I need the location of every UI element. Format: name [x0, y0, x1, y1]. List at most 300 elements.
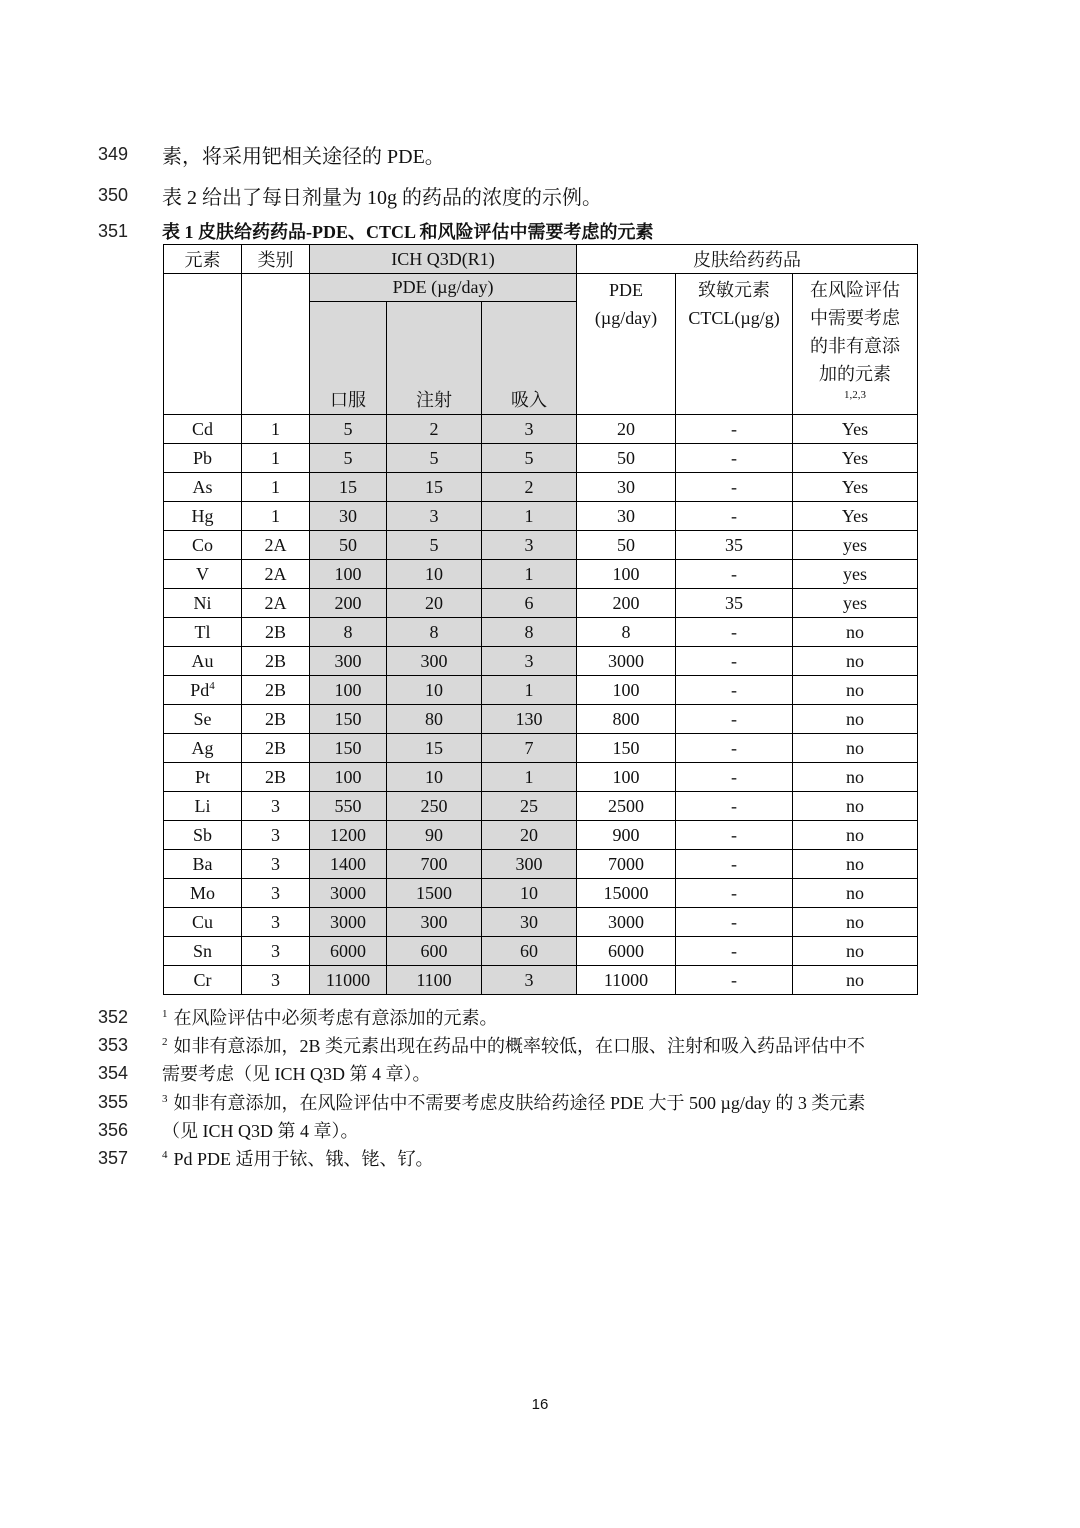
cell-injection-value: 20	[425, 592, 443, 613]
body-text: 表 2 给出了每日剂量为 10g 的药品的浓度的示例。	[162, 187, 602, 209]
footnote-line-353	[0, 1032, 1080, 1062]
cell-injection	[387, 792, 482, 821]
cell-element-value: Sn	[192, 940, 212, 961]
cell-injection	[387, 705, 482, 734]
footnote-line-355	[0, 1089, 1080, 1119]
footnote-line-357	[0, 1145, 1080, 1175]
cell-class	[242, 502, 310, 531]
cell-injection	[387, 415, 482, 444]
cell-injection	[387, 676, 482, 705]
cell-ctcl	[676, 647, 793, 676]
table-row	[164, 415, 918, 444]
body-text: 素，将采用钯相关途径的 PDE。	[162, 146, 445, 168]
cell-oral-value: 5	[343, 447, 353, 468]
cell-injection-value: 10	[425, 766, 443, 787]
cell-risk-value: yes	[843, 592, 868, 613]
cell-element	[164, 937, 242, 966]
cell-dermal-pde	[577, 502, 676, 531]
line-number: 351	[98, 221, 129, 241]
cell-inhalation	[482, 415, 577, 444]
cell-risk	[793, 734, 918, 763]
cell-oral	[310, 734, 387, 763]
cell-element	[164, 473, 242, 502]
element-pde-table	[163, 244, 918, 995]
cell-injection	[387, 647, 482, 676]
cell-ctcl	[676, 763, 793, 792]
cell-dermal-pde	[577, 821, 676, 850]
cell-dermal-pde-value: 30	[617, 505, 636, 526]
cell-dermal-pde-value: 200	[612, 592, 640, 613]
cell-inhalation	[482, 531, 577, 560]
cell-injection	[387, 908, 482, 937]
cell-class-value: 1	[271, 505, 280, 526]
table-row	[164, 705, 918, 734]
cell-element	[164, 589, 242, 618]
cell-oral	[310, 415, 387, 444]
cell-ctcl-value: 35	[725, 534, 744, 555]
cell-injection	[387, 966, 482, 995]
table-row	[164, 734, 918, 763]
line-number: 356	[98, 1120, 129, 1140]
cell-risk-value: yes	[843, 534, 868, 555]
cell-element	[164, 908, 242, 937]
cell-class-value: 2A	[264, 534, 287, 555]
cell-oral	[310, 937, 387, 966]
cell-ctcl-value: -	[731, 882, 738, 903]
cell-inhalation-value: 3	[524, 650, 534, 671]
cell-element	[164, 415, 242, 444]
cell-oral-value: 11000	[325, 969, 371, 990]
cell-class-value: 2B	[264, 679, 286, 700]
cell-inhalation-value: 1	[524, 505, 534, 526]
cell-oral-value: 150	[334, 708, 362, 729]
cell-injection-value: 5	[429, 447, 439, 468]
cell-ctcl	[676, 879, 793, 908]
cell-inhalation	[482, 560, 577, 589]
cell-risk	[793, 763, 918, 792]
cell-element	[164, 618, 242, 647]
cell-dermal-pde-value: 20	[617, 418, 636, 439]
cell-ctcl	[676, 502, 793, 531]
cell-risk-value: no	[846, 795, 865, 816]
header-risk-line4: 加的元素	[819, 364, 892, 384]
cell-class	[242, 908, 310, 937]
footnote-1	[162, 1004, 498, 1030]
header-risk-assessment	[793, 274, 918, 415]
cell-oral	[310, 676, 387, 705]
header-dermal-pde-line2: (µg/day)	[594, 308, 658, 328]
cell-oral	[310, 473, 387, 502]
cell-inhalation	[482, 676, 577, 705]
cell-ctcl-value: -	[731, 940, 738, 961]
cell-inhalation-value: 300	[515, 853, 543, 874]
cell-inhalation-value: 7	[524, 737, 534, 758]
cell-inhalation-value: 60	[520, 940, 538, 961]
cell-class	[242, 734, 310, 763]
cell-dermal-pde	[577, 531, 676, 560]
cell-class	[242, 879, 310, 908]
cell-element	[164, 792, 242, 821]
cell-class-value: 2B	[264, 766, 286, 787]
header-pde-unit: PDE (µg/day)	[310, 274, 577, 302]
cell-element-value: Cr	[193, 969, 212, 990]
cell-inhalation	[482, 763, 577, 792]
cell-oral-value: 3000	[330, 911, 366, 932]
cell-ctcl-value: -	[731, 621, 738, 642]
cell-inhalation	[482, 821, 577, 850]
cell-class	[242, 444, 310, 473]
cell-class	[242, 763, 310, 792]
cell-risk	[793, 531, 918, 560]
cell-ctcl-value: -	[731, 795, 738, 816]
cell-injection	[387, 879, 482, 908]
cell-inhalation	[482, 705, 577, 734]
cell-inhalation-value: 1	[524, 766, 534, 787]
cell-risk	[793, 589, 918, 618]
cell-class	[242, 647, 310, 676]
cell-dermal-pde	[577, 647, 676, 676]
cell-oral-value: 100	[334, 679, 362, 700]
table-row	[164, 821, 918, 850]
cell-risk	[793, 415, 918, 444]
cell-ctcl	[676, 850, 793, 879]
cell-element	[164, 966, 242, 995]
footnote-line-352	[0, 1004, 1080, 1034]
cell-element-value: Sb	[192, 824, 212, 845]
cell-element-value: Li	[194, 795, 211, 816]
cell-ctcl-value: -	[731, 708, 738, 729]
cell-risk-value: no	[846, 708, 865, 729]
cell-inhalation	[482, 618, 577, 647]
cell-class-value: 3	[271, 795, 280, 816]
cell-injection-value: 15	[425, 476, 443, 497]
cell-dermal-pde-value: 100	[612, 563, 640, 584]
cell-element	[164, 444, 242, 473]
cell-injection-value: 250	[420, 795, 448, 816]
cell-risk	[793, 560, 918, 589]
table-row	[164, 589, 918, 618]
table-row	[164, 444, 918, 473]
table-row	[164, 676, 918, 705]
cell-risk-value: no	[846, 911, 865, 932]
cell-injection-value: 2	[429, 418, 439, 439]
cell-inhalation-value: 6	[524, 592, 534, 613]
cell-oral	[310, 531, 387, 560]
header-injection: 注射	[387, 302, 482, 415]
cell-element	[164, 502, 242, 531]
footnote-mark: 4	[162, 1149, 168, 1161]
header-dermal-pde-line1: PDE	[609, 280, 644, 300]
cell-risk-value: no	[846, 969, 865, 990]
cell-ctcl	[676, 821, 793, 850]
cell-injection-value: 700	[420, 853, 448, 874]
cell-risk-value: Yes	[841, 418, 869, 439]
cell-risk	[793, 850, 918, 879]
cell-dermal-pde-value: 7000	[608, 853, 645, 874]
cell-injection-value: 10	[425, 679, 443, 700]
header-oral: 口服	[310, 302, 387, 415]
cell-element	[164, 734, 242, 763]
cell-inhalation	[482, 966, 577, 995]
table-row	[164, 908, 918, 937]
cell-dermal-pde	[577, 879, 676, 908]
cell-inhalation-value: 3	[524, 534, 534, 555]
cell-class-value: 3	[271, 911, 280, 932]
cell-class	[242, 415, 310, 444]
header-risk-line2: 中需要考虑	[810, 308, 901, 328]
cell-injection-value: 80	[425, 708, 443, 729]
cell-inhalation	[482, 647, 577, 676]
header-class-blank	[242, 274, 310, 415]
cell-oral	[310, 560, 387, 589]
header-element: 元素	[164, 245, 242, 274]
cell-ctcl-value: -	[731, 447, 738, 468]
cell-ctcl-value: -	[731, 824, 738, 845]
cell-injection-value: 600	[420, 940, 448, 961]
cell-ctcl-value: -	[731, 418, 738, 439]
cell-injection-value: 300	[420, 911, 448, 932]
cell-dermal-pde-value: 100	[612, 679, 640, 700]
cell-element-value: Pb	[192, 447, 212, 468]
cell-class-value: 2A	[264, 592, 287, 613]
cell-ctcl	[676, 589, 793, 618]
cell-oral-value: 200	[334, 592, 362, 613]
header-risk-line1: 在风险评估	[810, 280, 901, 300]
cell-risk	[793, 792, 918, 821]
cell-inhalation	[482, 473, 577, 502]
cell-ctcl	[676, 676, 793, 705]
cell-class	[242, 618, 310, 647]
cell-ctcl	[676, 937, 793, 966]
cell-oral-value: 6000	[330, 940, 366, 961]
cell-dermal-pde-value: 50	[617, 447, 636, 468]
cell-class-value: 3	[271, 969, 280, 990]
cell-inhalation	[482, 937, 577, 966]
cell-dermal-pde	[577, 444, 676, 473]
cell-risk	[793, 618, 918, 647]
cell-oral-value: 8	[343, 621, 353, 642]
cell-element-value: Pd	[190, 679, 210, 700]
cell-class-value: 3	[271, 882, 280, 903]
cell-ctcl	[676, 415, 793, 444]
table-row	[164, 966, 918, 995]
cell-element-value: Mo	[189, 882, 215, 903]
footnote-text: 在风险评估中必须考虑有意添加的元素。	[173, 1008, 498, 1028]
cell-risk	[793, 908, 918, 937]
table-row	[164, 473, 918, 502]
cell-risk	[793, 502, 918, 531]
cell-class	[242, 531, 310, 560]
line-number: 352	[98, 1007, 129, 1027]
cell-dermal-pde	[577, 763, 676, 792]
cell-class	[242, 473, 310, 502]
line-number: 349	[98, 144, 129, 164]
cell-inhalation-value: 2	[524, 476, 534, 497]
header-ctcl-line1: 致敏元素	[698, 280, 771, 300]
cell-class	[242, 966, 310, 995]
cell-ctcl	[676, 734, 793, 763]
cell-ctcl	[676, 966, 793, 995]
cell-oral-value: 1200	[330, 824, 366, 845]
cell-injection	[387, 502, 482, 531]
cell-dermal-pde-value: 6000	[608, 940, 645, 961]
cell-element-value: Ag	[191, 737, 214, 758]
cell-dermal-pde	[577, 473, 676, 502]
table-row	[164, 618, 918, 647]
cell-injection	[387, 821, 482, 850]
cell-inhalation	[482, 502, 577, 531]
cell-risk	[793, 473, 918, 502]
table-row	[164, 647, 918, 676]
cell-injection	[387, 850, 482, 879]
cell-risk	[793, 879, 918, 908]
cell-dermal-pde-value: 11000	[603, 969, 649, 990]
text-line-349	[0, 140, 1080, 170]
cell-injection-value: 300	[420, 650, 448, 671]
cell-risk-value: no	[846, 882, 865, 903]
footnote-mark: 1	[162, 1008, 168, 1020]
table-row	[164, 502, 918, 531]
cell-dermal-pde-value: 50	[617, 534, 636, 555]
cell-oral	[310, 879, 387, 908]
cell-element-value: Ba	[192, 853, 213, 874]
cell-risk-value: Yes	[841, 447, 869, 468]
cell-oral	[310, 792, 387, 821]
cell-dermal-pde	[577, 618, 676, 647]
cell-oral-value: 150	[334, 737, 362, 758]
cell-oral	[310, 444, 387, 473]
cell-element	[164, 850, 242, 879]
cell-inhalation	[482, 792, 577, 821]
table-row	[164, 792, 918, 821]
cell-ctcl	[676, 705, 793, 734]
cell-inhalation	[482, 850, 577, 879]
footnote-text: 如非有意添加，在风险评估中不需要考虑皮肤给药途径 PDE 大于 500 µg/day 的 3 类元素	[173, 1093, 866, 1113]
cell-element-value: Cd	[191, 418, 213, 439]
cell-inhalation-value: 8	[524, 621, 534, 642]
cell-inhalation	[482, 734, 577, 763]
cell-inhalation-value: 5	[524, 447, 534, 468]
page-number: 16	[531, 1396, 549, 1413]
cell-oral-value: 100	[334, 563, 362, 584]
cell-oral	[310, 763, 387, 792]
cell-risk	[793, 705, 918, 734]
cell-ctcl	[676, 792, 793, 821]
cell-dermal-pde	[577, 705, 676, 734]
cell-class	[242, 560, 310, 589]
cell-element	[164, 560, 242, 589]
cell-risk-value: no	[846, 766, 865, 787]
header-ctcl-line2: CTCL(µg/g)	[688, 308, 780, 328]
cell-risk-value: no	[846, 824, 865, 845]
cell-oral-value: 3000	[330, 882, 366, 903]
header-risk-footnote-refs: 1,2,3	[844, 389, 867, 401]
cell-inhalation-value: 1	[524, 679, 534, 700]
cell-element-value: Co	[191, 534, 213, 555]
cell-element	[164, 705, 242, 734]
footnote-text: 如非有意添加，2B 类元素出现在药品中的概率较低，在口服、注射和吸入药品评估中不	[173, 1036, 866, 1056]
cell-ctcl	[676, 618, 793, 647]
cell-class-value: 1	[271, 418, 280, 439]
cell-risk-value: no	[846, 621, 865, 642]
cell-element-value: V	[196, 563, 209, 584]
cell-dermal-pde	[577, 792, 676, 821]
cell-injection-value: 15	[425, 737, 443, 758]
cell-ctcl-value: -	[731, 853, 738, 874]
cell-inhalation-value: 3	[524, 418, 534, 439]
cell-class-value: 1	[271, 447, 280, 468]
cell-injection	[387, 444, 482, 473]
cell-dermal-pde-value: 15000	[603, 882, 649, 903]
header-ctcl	[676, 274, 793, 415]
cell-oral-value: 550	[334, 795, 362, 816]
cell-inhalation-value: 10	[520, 882, 538, 903]
cell-injection-value: 1100	[416, 969, 452, 990]
cell-dermal-pde-value: 900	[612, 824, 640, 845]
cell-ctcl	[676, 444, 793, 473]
table-caption: 表 1 皮肤给药药品-PDE、CTCL 和风险评估中需要考虑的元素	[162, 222, 654, 242]
cell-dermal-pde	[577, 560, 676, 589]
cell-injection	[387, 589, 482, 618]
cell-injection	[387, 531, 482, 560]
cell-element-value: Cu	[191, 911, 213, 932]
line-number: 355	[98, 1092, 129, 1112]
cell-element-value: Au	[191, 650, 214, 671]
cell-ctcl	[676, 531, 793, 560]
cell-element-value: Ni	[193, 592, 212, 613]
cell-oral-value: 50	[339, 534, 357, 555]
cell-dermal-pde-value: 100	[612, 766, 640, 787]
cell-ctcl-value: 35	[725, 592, 744, 613]
cell-oral-value: 15	[339, 476, 357, 497]
cell-inhalation-value: 25	[520, 795, 538, 816]
cell-class-value: 2B	[264, 708, 286, 729]
cell-injection-value: 8	[429, 621, 439, 642]
cell-dermal-pde-value: 3000	[608, 650, 645, 671]
cell-oral	[310, 502, 387, 531]
cell-oral	[310, 821, 387, 850]
cell-class-value: 3	[271, 824, 280, 845]
cell-dermal-pde-value: 800	[612, 708, 640, 729]
cell-element	[164, 879, 242, 908]
cell-injection	[387, 473, 482, 502]
cell-oral-value: 5	[343, 418, 353, 439]
cell-ctcl-value: -	[731, 505, 738, 526]
table-row	[164, 850, 918, 879]
cell-ctcl-value: -	[731, 476, 738, 497]
footnote-3-cont: （见 ICH Q3D 第 4 章）。	[162, 1121, 359, 1141]
cell-element-value: Hg	[191, 505, 214, 526]
cell-dermal-pde	[577, 966, 676, 995]
cell-oral-value: 100	[334, 766, 362, 787]
cell-injection	[387, 618, 482, 647]
cell-dermal-pde	[577, 589, 676, 618]
footnote-3	[162, 1089, 865, 1115]
header-ich-q3d: ICH Q3D(R1)	[310, 245, 577, 274]
cell-risk	[793, 937, 918, 966]
cell-risk-value: no	[846, 737, 865, 758]
text-line-350	[0, 181, 1080, 211]
header-class: 类别	[242, 245, 310, 274]
line-number: 353	[98, 1035, 129, 1055]
table-row	[164, 937, 918, 966]
cell-oral	[310, 618, 387, 647]
cell-ctcl	[676, 473, 793, 502]
cell-inhalation-value: 30	[520, 911, 538, 932]
cell-dermal-pde	[577, 908, 676, 937]
cell-dermal-pde-value: 30	[617, 476, 636, 497]
cell-injection	[387, 763, 482, 792]
